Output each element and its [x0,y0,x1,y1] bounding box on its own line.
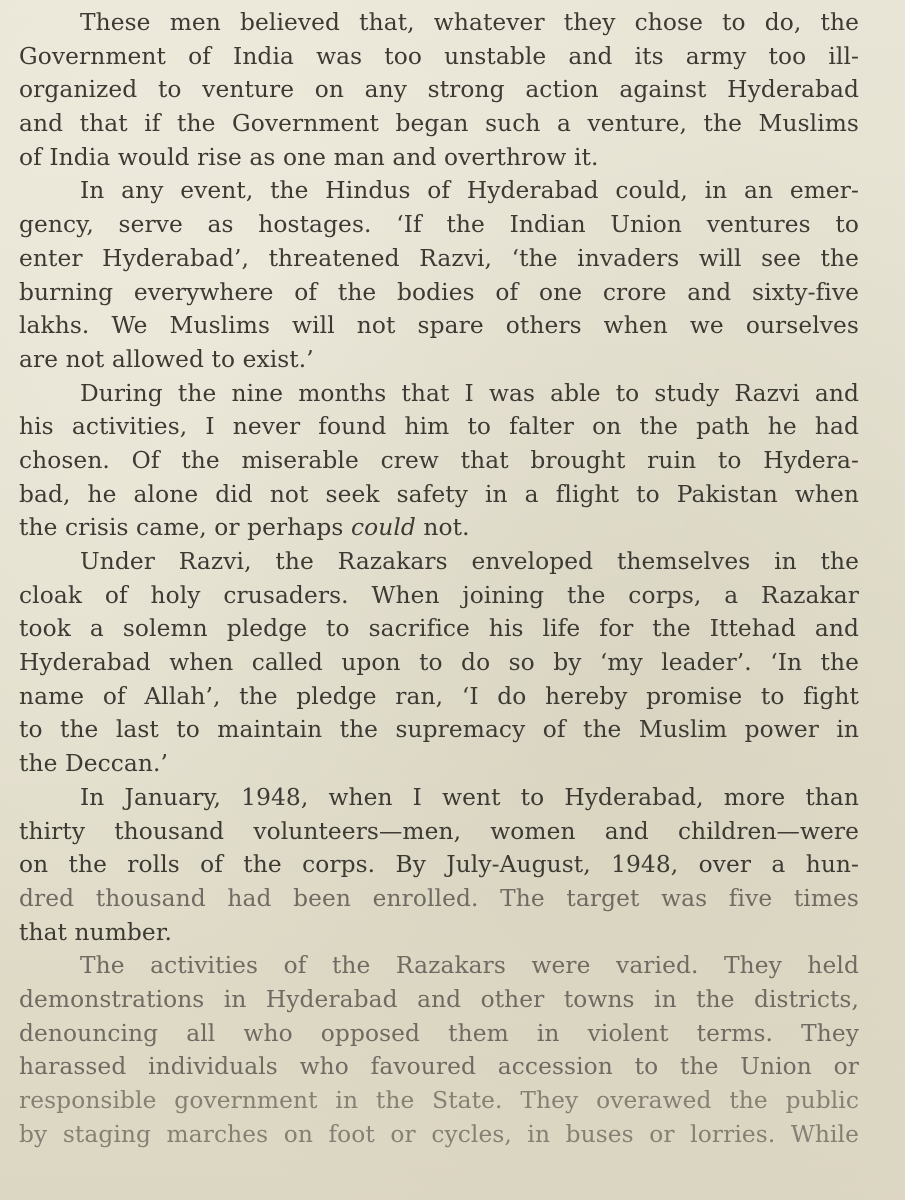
text-line: name of Allah’, the pledge ran, ‘I do hereby promise to fight [19,682,859,710]
text-line: took a solemn pledge to sacrifice his life for the Ittehad and [19,615,859,643]
text-line [19,511,859,545]
text-line: burning everywhere of the bodies of one crore and sixty-five [19,278,859,306]
text-line: gency, serve as hostages. ‘If the Indian Union ventures to [19,211,859,239]
text-line: by staging marches on foot or cycles, in buses or lorries. While [19,1120,859,1148]
text-line: Hyderabad when called upon to do so by ‘my leader’. ‘In the [19,649,859,677]
text-line: During the nine months that I was able to study Razvi and [80,379,859,407]
text-line: thirty thousand volunteers—men, women and children—were [19,817,859,845]
text-line: on the rolls of the corps. By July-August, 1948, over a hun- [19,851,859,879]
text-segment: not. [415,514,470,542]
text-line: of India would rise as one man and overthrow it. [19,143,599,171]
text-line: In January, 1948, when I went to Hyderabad, more than [80,783,859,811]
text-line: Government of India was too unstable and its army too ill- [19,42,859,70]
text-line: dred thousand had been enrolled. The target was five times [19,884,859,912]
text-line: the Deccan.’ [19,750,169,778]
text-line: to the last to maintain the supremacy of the Muslim power in [19,716,859,744]
text-line: are not allowed to exist.’ [19,345,314,373]
text-line: enter Hyderabad’, threatened Razvi, ‘the invaders will see the [19,244,859,272]
text-line: organized to venture on any strong action against Hyderabad [19,76,859,104]
text-line: that number. [19,918,173,946]
text-line: These men believed that, whatever they chose to do, the [80,9,859,36]
body-text [19,6,859,1151]
text-line: bad, he alone did not seek safety in a flight to Pakistan when [19,480,859,508]
text-line: lakhs. We Muslims will not spare others when we ourselves [19,312,859,340]
text-line: responsible government in the State. They overawed the public [19,1087,859,1114]
text-line: chosen. Of the miserable crew that brought ruin to Hydera- [19,446,859,474]
text-line: Under Razvi, the Razakars enveloped themselves in the [80,548,859,575]
emphasis-text: could [350,514,416,542]
text-line: demonstrations in Hyderabad and other towns in the districts, [19,985,859,1013]
text-line: In any event, the Hindus of Hyderabad could, in an emer- [80,177,859,205]
text-line: The activities of the Razakars were varied. They held [80,952,859,980]
text-line: denouncing all who opposed them in violent terms. They [19,1019,859,1047]
text-line: and that if the Government began such a venture, the Muslims [19,110,859,138]
text-segment: the crisis came, or perhaps [19,514,351,542]
text-line: harassed individuals who favoured accession to the Union or [19,1053,859,1081]
text-line: his activities, I never found him to falter on the path he had [19,413,859,441]
text-line: cloak of holy crusaders. When joining the corps, a Razakar [19,581,859,609]
